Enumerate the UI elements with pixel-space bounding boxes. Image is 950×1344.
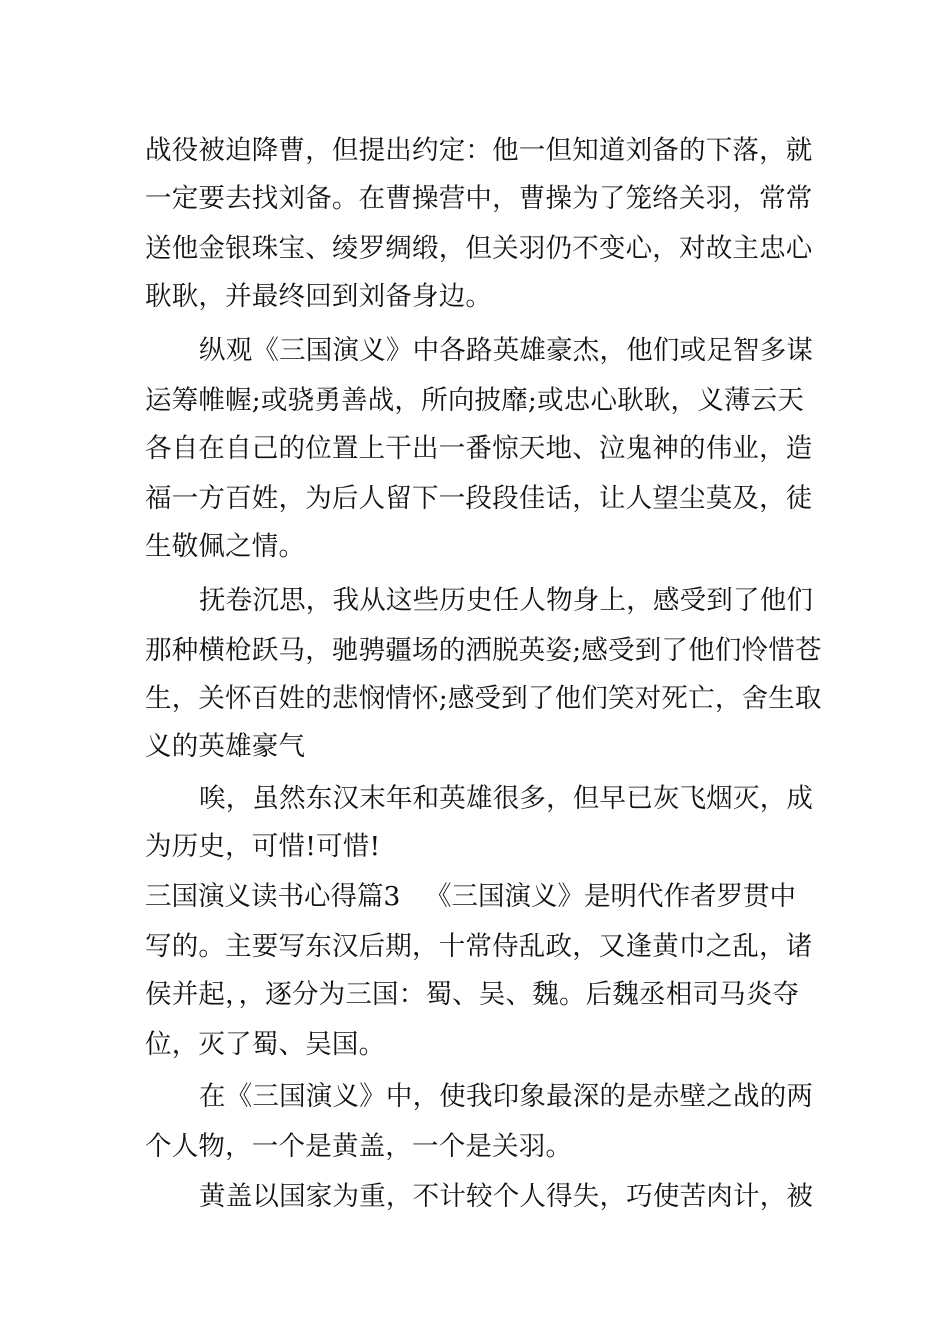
text-line: 纵观《三国演义》中各路英雄豪杰，他们或足智多谋 [199, 335, 814, 366]
text-line: 生，关怀百姓的悲悯情怀;感受到了他们笑对死亡，舍生取 [145, 683, 822, 714]
text-line: 在《三国演义》中，使我印象最深的是赤壁之战的两 [199, 1081, 814, 1112]
text-line: 为历史，可惜!可惜! [145, 831, 381, 862]
text-line: 一定要去找刘备。在曹操营中，曹操为了笼络关羽，常常 [145, 183, 813, 214]
text-line: 位，灭了蜀、吴国。 [145, 1029, 386, 1060]
text-line: 送他金银珠宝、绫罗绸缎，但关羽仍不变心，对故主忠心 [145, 233, 813, 264]
text-line: 福一方百姓，为后人留下一段段佳话，让人望尘莫及，徒 [145, 483, 813, 514]
text-line: 耿耿，并最终回到刘备身边。 [145, 281, 493, 312]
text-line: 生敬佩之情。 [145, 531, 306, 562]
section-heading-line [145, 882, 807, 912]
text-line: 个人物，一个是黄盖，一个是关羽。 [145, 1131, 573, 1162]
text-line: 战役被迫降曹，但提出约定：他一但知道刘备的下落，就 [145, 135, 813, 166]
text-line: 黄盖以国家为重，不计较个人得失，巧使苦肉计，被 [199, 1181, 814, 1212]
text-line: 《三国演义》是明代作者罗贯中 [425, 881, 796, 912]
text-line: 唉，虽然东汉末年和英雄很多，但早已灰飞烟灭，成 [199, 783, 814, 814]
text-line: 各自在自己的位置上干出一番惊天地、泣鬼神的伟业，造 [145, 433, 813, 464]
section-heading: 三国演义读书心得篇3 [145, 881, 401, 912]
text-line: 写的。主要写东汉后期，十常侍乱政，又逢黄巾之乱，诸 [145, 931, 813, 962]
text-line: 义的英雄豪气 [145, 731, 306, 762]
text-line: 那种横枪跃马，驰骋疆场的洒脱英姿;感受到了他们怜惜苍 [145, 635, 822, 666]
text-line: 抚卷沉思，我从这些历史任人物身上，感受到了他们 [199, 585, 814, 616]
text-line: 侯并起，，逐分为三国：蜀、吴、魏。后魏丞相司马炎夺 [145, 979, 800, 1010]
text-line: 运筹帷幄;或骁勇善战，所向披靡;或忠心耿耿，义薄云天 [145, 385, 805, 416]
